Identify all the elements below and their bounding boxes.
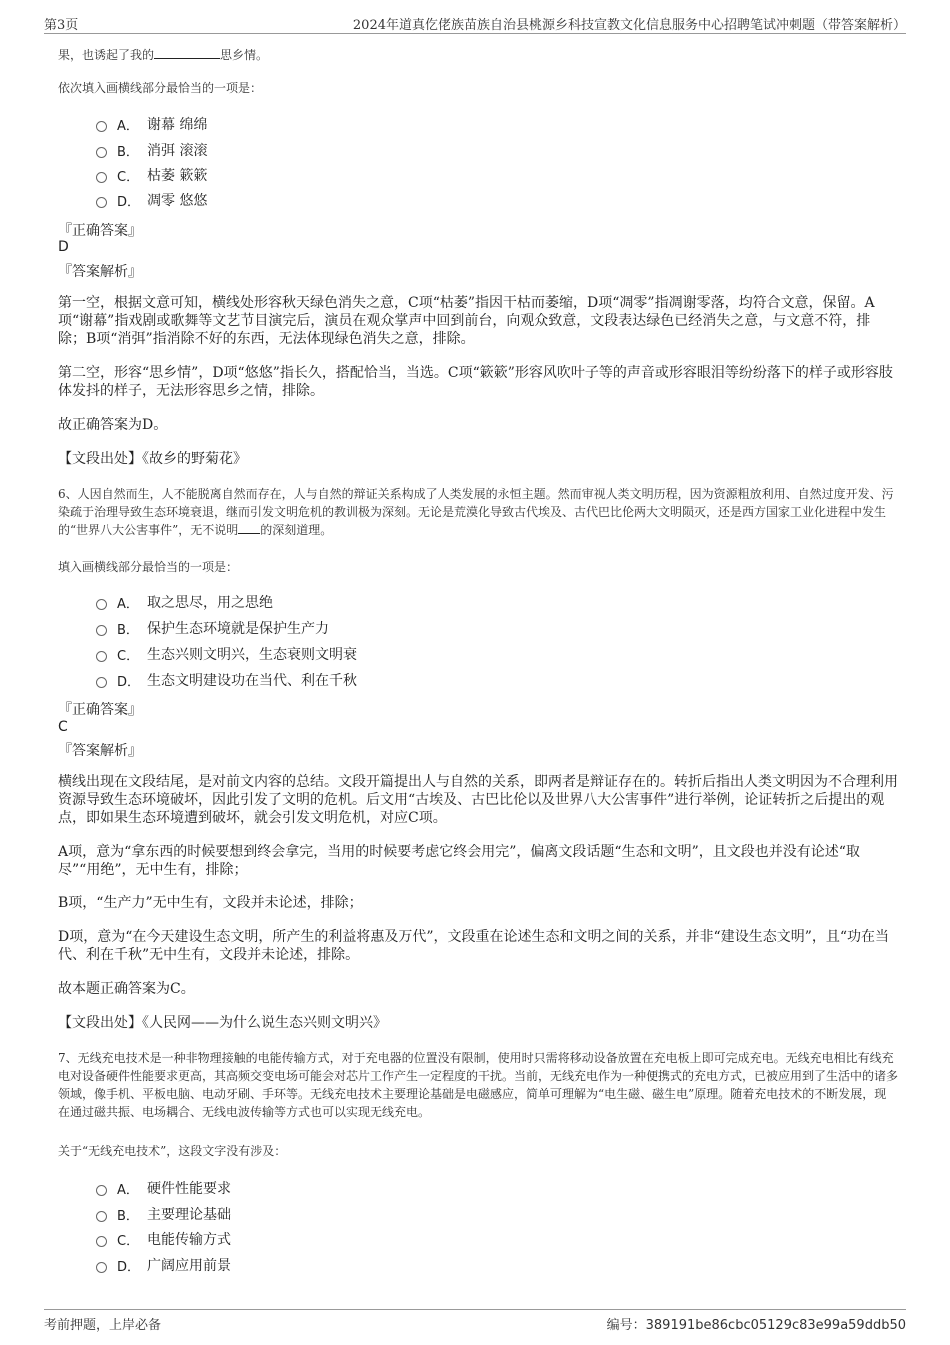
q6-option-d[interactable]: D． 生态文明建设功在当代、利在千秋	[96, 670, 357, 690]
radio-icon[interactable]	[96, 197, 107, 208]
q5-analysis-paragraph: 第一空，根据文意可知，横线处形容秋天绿色消失之意，C项“枯萎”指因干枯而萎缩，D项“凋零”指凋谢零落，均符合文意，保留。A项“谢幕”指戏剧或歌舞等文艺节目演完后，演员在观众掌声中回到前台，向观众致意，文段表达绿色已经消失之意，与文意不符，排除；B项“消弭”指消除不好的东西，无法体现绿色消失之意，排除。	[58, 295, 875, 347]
q6-stem: 6、人因自然而生，人不能脱离自然而存在，人与自然的辩证关系构成了人类发展的永恒主题。然而审视人类文明历程，因为资源粗放利用、自然过度开发、污染疏于治理导致生态环境衰退，继而引发文明危机的教训极为深刻。无论是荒漠化导致古代埃及、古代巴比伦两大文明陨灭，还是西方国家工业化进程中发生的“世界八大公害事件”，无不说明 的深刻道理。	[58, 487, 894, 537]
footer-code: 编号：389191be86cbc05129c83e99a59ddb50	[606, 1318, 906, 1333]
q5-option-a[interactable]: A． 谢幕 绵绵	[96, 114, 207, 134]
document-title: 2024年道真仡佬族苗族自治县桃源乡科技宣教文化信息服务中心招聘笔试冲刺题（带答案解析）	[352, 18, 906, 33]
q7-option-c[interactable]: C． 电能传输方式	[96, 1229, 231, 1249]
q5-analysis-paragraph: 故正确答案为D。	[58, 417, 168, 433]
q6-answer-label: 『正确答案』	[58, 702, 142, 718]
q7-option-d[interactable]: D． 广阔应用前景	[96, 1255, 231, 1275]
header-divider	[44, 33, 906, 34]
q5-option-c[interactable]: C． 枯萎 簌簌	[96, 165, 207, 185]
q6-source: 【文段出处】《人民网——为什么说生态兴则文明兴》	[58, 1015, 387, 1031]
q6-option-b[interactable]: B． 保护生态环境就是保护生产力	[96, 618, 329, 638]
radio-icon[interactable]	[96, 625, 107, 636]
radio-icon[interactable]	[96, 172, 107, 183]
radio-icon[interactable]	[96, 677, 107, 688]
q7-stem: 7、无线充电技术是一种非物理接触的电能传输方式，对于充电器的位置没有限制，使用时只需将移动设备放置在充电板上即可完成充电。无线充电相比有线充电对设备硬件性能要求更高，其高频交变电场可能会对芯片工作产生一定程度的干扰。当前，无线充电作为一种便携式的充电方式，已被应用到了生活中的诸多领域，像手机、平板电脑、电动牙刷、手环等。无线充电技术主要理论基础是电磁感应，简单可理解为“电生磁、磁生电”原理。随着充电技术的不断发展，现在通过磁共振、电场耦合、无线电波传输等方式也可以实现无线充电。	[58, 1051, 899, 1119]
q5-option-d[interactable]: D． 凋零 悠悠	[96, 190, 207, 210]
q5-answer: D	[58, 239, 69, 255]
q5-analysis-paragraph: 第二空，形容“思乡情”，D项“悠悠”指长久，搭配恰当，当选。C项“簌簌”形容风吹叶子等的声音或形容眼泪等纷纷落下的样子或形容肢体发抖的样子，无法形容思乡之情，排除。	[58, 365, 893, 399]
fill-blank	[238, 521, 260, 534]
radio-icon[interactable]	[96, 1236, 107, 1247]
q6-answer: C	[58, 719, 68, 735]
q5-stem-tail: 果，也诱起了我的 思乡情。	[58, 48, 269, 62]
radio-icon[interactable]	[96, 1185, 107, 1196]
q5-answer-label: 『正确答案』	[58, 223, 142, 239]
radio-icon[interactable]	[96, 1211, 107, 1222]
q6-analysis-label: 『答案解析』	[58, 743, 142, 759]
radio-icon[interactable]	[96, 651, 107, 662]
radio-icon[interactable]	[96, 147, 107, 158]
q6-analysis-paragraph: A项，意为“拿东西的时候要想到终会拿完，当用的时候要考虑它终会用完”，偏离文段话题“生态和文明”，且文段也并没有论述“取尽”“用绝”，无中生有，排除；	[58, 844, 860, 878]
q6-option-c[interactable]: C． 生态兴则文明兴，生态衰则文明衰	[96, 644, 357, 664]
q6-prompt: 填入画横线部分最恰当的一项是：	[58, 560, 239, 574]
q6-analysis-paragraph: D项，意为“在今天建设生态文明，所产生的利益将惠及万代”，文段重在论述生态和文明之间的关系，并非“建设生态文明”，且“功在当代、利在千秋”无中生有，文段并未论述，排除。	[58, 929, 890, 963]
q6-analysis-paragraph: B项，“生产力”无中生有，文段并未论述，排除；	[58, 895, 363, 911]
q5-source: 【文段出处】《故乡的野菊花》	[58, 451, 247, 467]
q7-option-a[interactable]: A． 硬件性能要求	[96, 1178, 231, 1198]
q7-option-b[interactable]: B． 主要理论基础	[96, 1204, 231, 1224]
radio-icon[interactable]	[96, 1262, 107, 1273]
radio-icon[interactable]	[96, 121, 107, 132]
q5-prompt: 依次填入画横线部分最恰当的一项是：	[58, 81, 263, 95]
q5-option-b[interactable]: B． 消弭 滚滚	[96, 140, 207, 160]
q7-prompt: 关于“无线充电技术”，这段文字没有涉及：	[58, 1144, 287, 1158]
q6-analysis-paragraph: 故本题正确答案为C。	[58, 981, 195, 997]
page-number: 第3页	[44, 18, 79, 33]
q5-analysis-label: 『答案解析』	[58, 264, 142, 280]
footer-slogan: 考前押题，上岸必备	[44, 1318, 162, 1333]
radio-icon[interactable]	[96, 599, 107, 610]
fill-blank	[154, 46, 220, 59]
footer-divider	[44, 1309, 906, 1310]
q6-analysis-paragraph: 横线出现在文段结尾，是对前文内容的总结。文段开篇提出人与自然的关系，即两者是辩证存在的。转折后指出人类文明因为不合理利用资源导致生态环境破坏，因此引发了文明的危机。后文用“古埃及、古巴比伦以及世界八大公害事件”进行举例，论证转折之后提出的观点，即如果生态环境遭到破坏，就会引发文明危机，对应C项。	[58, 774, 898, 826]
q6-option-a[interactable]: A． 取之思尽，用之思绝	[96, 592, 273, 612]
